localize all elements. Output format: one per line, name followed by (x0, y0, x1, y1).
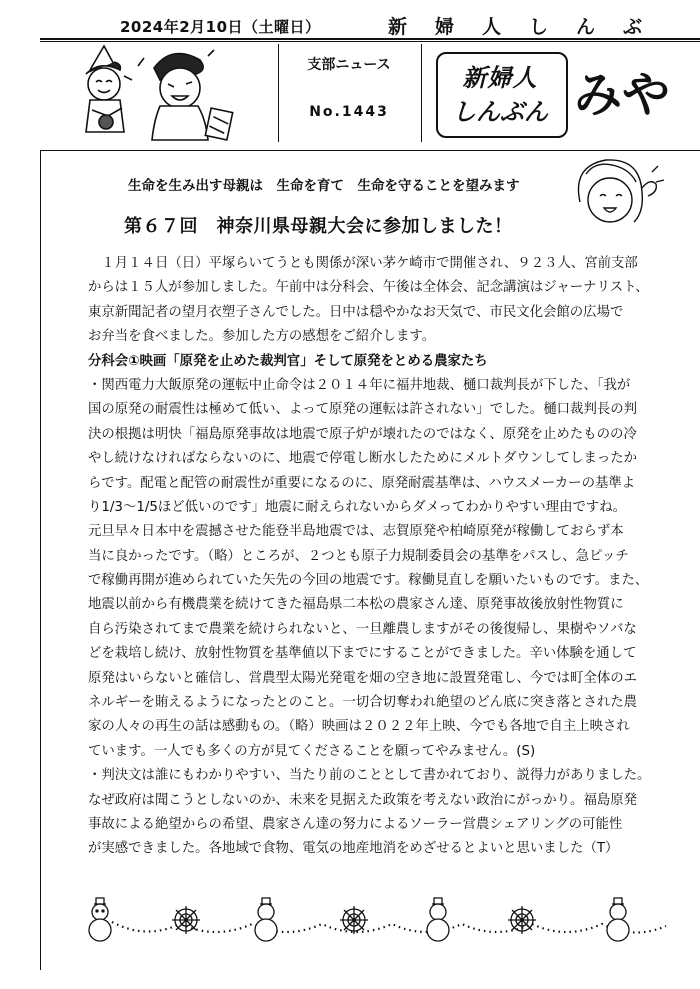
branch-title: みや (574, 67, 671, 123)
body-line: なぜ政府は聞こうとしないのか、未来を見据えた政策を考えない政治にがっかり。福島原発 (88, 792, 638, 808)
body-line: で稼働再開が進められていた矢先の今回の地震です。稼働見直しを願いたいものです。また、 (88, 573, 649, 589)
body-line: １月１４日（日）平塚らいてうとも関係が深い茅ケ崎市で開催され、９２３人、宮前支部 (88, 256, 638, 271)
body-line: り1/3～1/5ほど低いのです」地震に耐えられないからダメってわかりやすい理由ですね。 (88, 499, 627, 515)
body-line: ネルギーを賄えるようになったとのこと。一切合切奪われ絶望のどん底に突き落とされた農 (88, 695, 638, 711)
snowman-icon (89, 898, 111, 941)
body-line: やし続けなければならないのに、地震で停電し断水したためにメルトダウンしてしまったか (88, 451, 638, 467)
logo-line2: しんぶん (452, 98, 548, 126)
body-line: からは１５人が参加しました。午前中は分科会、午後は全体会、記念講演はジャーナリスト、 (88, 280, 649, 296)
paper-name: 新婦人しんぶ (388, 16, 671, 38)
body-line: 元旦早々日本中を震撼させた能登半島地震では、志賀原発や柏崎原発が稼働しておらず本 (88, 524, 624, 540)
body-line: ています。一人でも多くの方が見てくださることを願ってやみません。(S) (88, 743, 536, 759)
body-line: どを栽培し続け、放射性物質を基準値以下までにすることができました。辛い体験を通して (88, 646, 637, 662)
issue-date: 2024年2月10日（土曜日） (120, 18, 321, 36)
body-line: お弁当を食べました。参加した方の感想をご紹介します。 (88, 329, 436, 345)
children-illustration (68, 40, 268, 146)
issue-number: No.1443 (309, 104, 389, 120)
spiderweb-icon (340, 906, 368, 934)
body-line: 原発はいらないと確信し、営農型太陽光発電を畑の空き地に設置発電し、今では町全体のエ (88, 670, 638, 686)
body-line: 当に良かったです。（略）ところが、２つとも原子力規制委員会の基準をパスし、急ピッチ (88, 548, 629, 564)
snowman-icon (255, 898, 277, 941)
body-line: ・関西電力大飯原発の運転中止命令は２０１４年に福井地裁、樋口裁判長が下した、「我が (88, 377, 631, 393)
left-frame-rule (40, 150, 41, 970)
article-body (88, 252, 670, 862)
body-line: らです。配電と配管の耐震性が重要になるのに、原発耐震基準は、ハウスメーカーの基準よ (88, 475, 636, 491)
body-line: 事故による絶望からの希望、農家さん達の努力によるソーラー営農シェアリングの可能性 (88, 816, 623, 832)
girl-illustration (560, 152, 670, 238)
body-line: 地震以前から有機農業を続けてきた福島県二本松の農家さん達、原発事故後放射性物質に (88, 597, 624, 613)
snowman-icon (607, 898, 629, 941)
body-line: が実感できました。各地域で食物、電気の地産地消をめざせるとよいと思いました（T） (88, 841, 619, 857)
subheading: 分科会①映画「原発を止めた裁判官」そして原発をとめる農家たち (88, 353, 488, 369)
footer-border (86, 886, 686, 956)
snowman-icon (427, 898, 449, 941)
slogan: 生命を生み出す母親は 生命を育て 生命を守ることを望みます (128, 178, 520, 194)
logo-line1: 新婦人 (462, 64, 538, 92)
body-line: 家の人々の再生の話は感動もの。（略）映画は２０２２年上映、今でも各地で自主上映され (88, 719, 630, 735)
right-child-body (152, 106, 208, 140)
gift-box-icon (205, 108, 232, 140)
right-child-face (160, 68, 200, 108)
headline: 第６７回 神奈川県母親大会に参加しました！ (124, 216, 513, 237)
body-line: ・判決文は誰にもわかりやすい、当たり前のこととして書かれており、説得力がありました。 (88, 768, 651, 784)
body-line: 東京新聞記者の望月衣塑子さんでした。日中は穏やかなお天気で、市民文化会館の広場で (88, 304, 624, 320)
spiderweb-icon (508, 906, 536, 934)
section-label: 支部ニュース (307, 57, 391, 73)
body-line: 自ら汚染されてまで農業を続けられないと、一旦離農しますがその後復帰し、果樹やソバな (88, 621, 637, 637)
girl-face (588, 178, 632, 222)
body-line: 国の原発の耐震性は極めて低い、よって原発の運転は許されない」でした。樋口裁判長の判 (88, 402, 638, 418)
body-line: 決の根拠は明快「福島原発事故は地震で原子炉が壊れたのではなく、原発を止めたものの冷 (88, 426, 637, 442)
spiderweb-icon (172, 906, 200, 934)
left-child-face (88, 68, 120, 100)
masthead-rule (40, 150, 700, 151)
